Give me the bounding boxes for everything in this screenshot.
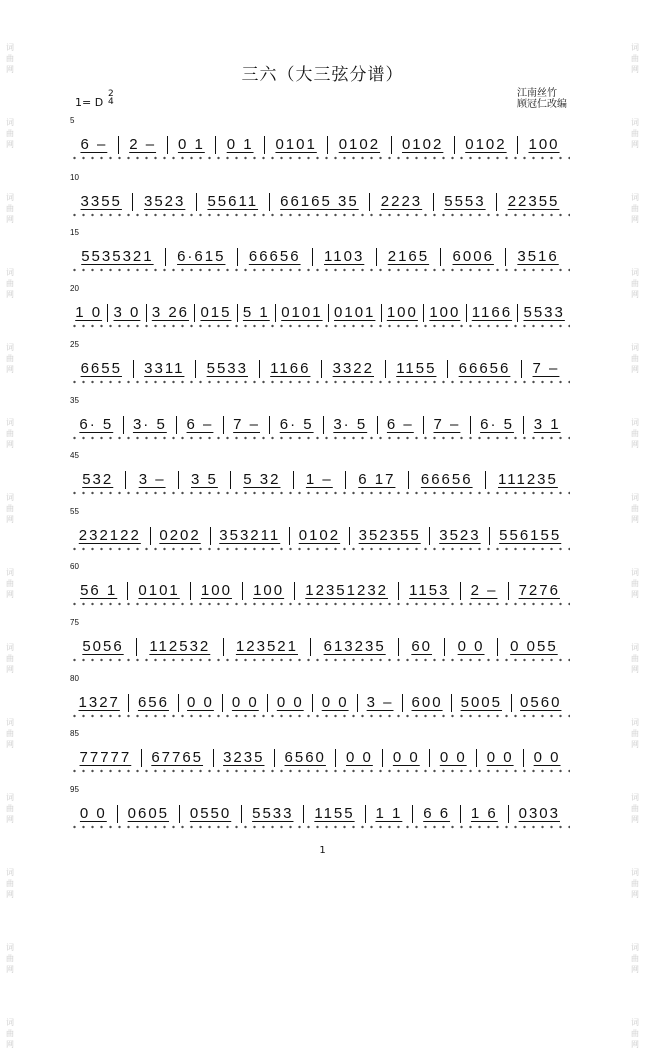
watermark-char: 词 [6,868,14,877]
measure: 2223 [370,193,433,211]
measure: 353211 [211,527,290,545]
measure: 55611 [197,193,270,211]
watermark-group [6,192,14,225]
watermark-right [627,0,643,1049]
watermark-char: 网 [6,290,14,299]
watermark-char: 词 [6,568,14,577]
measure: 0 1 [168,136,217,154]
watermark-char: 词 [631,493,639,502]
measure: 0560 [520,694,562,711]
watermark-char: 词 [631,1018,639,1027]
watermark-char: 曲 [6,354,14,363]
credit-arranger: 顾冠仁改编 [517,99,567,110]
watermark-char: 词 [6,343,14,352]
measure: 2165 [377,248,442,266]
octave-dots [70,768,570,774]
measure: 66656 [448,360,522,378]
measure: 352355 [350,527,431,545]
measure: 0550 [180,805,242,823]
measure: 5553 [434,193,497,211]
measure: 0 0 [313,694,358,712]
measure-number: 25 [70,340,79,349]
measure: 0 0 [268,694,313,712]
watermark-char: 网 [631,365,639,374]
watermark-char: 词 [6,118,14,127]
measure: 7 – [224,416,271,434]
credit-style: 江南丝竹 [517,88,557,99]
measure: 6 – [177,416,224,434]
score-line [70,340,570,378]
watermark-char: 词 [6,418,14,427]
watermark-char: 词 [6,793,14,802]
measure: 0 0 [336,749,383,767]
watermark-group [631,417,639,450]
octave-dots [70,490,570,496]
measure-number: 75 [70,618,79,627]
watermark-char: 词 [631,43,639,52]
measure: 6 – [70,136,119,154]
watermark-char: 词 [6,43,14,52]
measure: 232122 [70,527,151,545]
watermark-char: 曲 [6,204,14,213]
watermark-char: 词 [6,193,14,202]
measure: 6 – [378,416,425,434]
watermark-group [631,942,639,975]
measure: 3355 [70,193,133,211]
watermark-char: 网 [631,815,639,824]
measure: 100 [382,304,424,322]
credit [517,88,567,110]
watermark-char: 曲 [631,954,639,963]
watermark-char: 网 [6,665,14,674]
measure: 3322 [322,360,386,378]
octave-dots [70,657,570,663]
measure-number: 60 [70,562,79,571]
measure: 0 0 [223,694,268,712]
watermark-char: 网 [631,65,639,74]
watermark-char: 曲 [6,279,14,288]
measure: 100 [528,136,560,153]
measure: 112532 [137,638,224,656]
measure: 1 6 [461,805,509,823]
watermark-char: 网 [6,365,14,374]
watermark-char: 词 [631,268,639,277]
measure: 6655 [70,360,134,378]
watermark-char: 网 [631,140,639,149]
measure: 123521 [224,638,312,656]
measure: 7 – [424,416,471,434]
measure: 0 0 [383,749,430,767]
measure: 3 – [126,471,178,489]
measure: 3· 5 [324,416,378,434]
watermark-char: 网 [631,665,639,674]
watermark-char: 网 [6,65,14,74]
measure: 0605 [118,805,180,823]
measure: 56 1 [70,582,128,600]
measure: 3 – [358,694,403,712]
measure: 1166 [260,360,322,378]
watermark-group [631,342,639,375]
measure: 12351232 [295,582,399,600]
measure: 7 – [532,360,560,377]
score-line [70,228,570,266]
watermark-char: 词 [6,943,14,952]
measure: 600 [403,694,452,712]
watermark-char: 网 [6,215,14,224]
measure-number: 35 [70,396,79,405]
watermark-char: 曲 [6,429,14,438]
measure-number: 10 [70,173,79,182]
measure: 0 0 [533,749,561,766]
measure: 5533 [242,805,304,823]
measure: 0102 [392,136,455,154]
watermark-char: 网 [631,890,639,899]
measure: 0202 [151,527,211,545]
measure: 0 1 [216,136,265,154]
watermark-group [631,1017,639,1050]
watermark-char: 网 [6,965,14,974]
page-number: 1 [319,845,326,856]
measure: 3 0 [108,304,146,322]
measure: 5 32 [231,471,294,489]
measure: 1103 [313,248,377,266]
measure: 6· 5 [70,416,124,434]
watermark-char: 曲 [6,654,14,663]
measure: 556155 [499,527,562,544]
measure: 0 0 [445,638,498,656]
watermark-char: 词 [631,118,639,127]
measure: 1153 [399,582,460,600]
meter-bottom: 4 [108,97,114,107]
watermark-char: 曲 [631,429,639,438]
watermark-char: 词 [631,343,639,352]
watermark-char: 网 [631,440,639,449]
watermark-char: 网 [6,590,14,599]
score-line [70,173,570,211]
measure: 100 [424,304,466,322]
watermark-char: 曲 [631,804,639,813]
measure: 0102 [328,136,391,154]
watermark-char: 词 [631,193,639,202]
measure: 5533 [196,360,260,378]
measure: 1 1 [366,805,414,823]
watermark-char: 曲 [631,54,639,63]
watermark-char: 网 [631,215,639,224]
measure: 100 [191,582,243,600]
watermark-char: 词 [631,418,639,427]
watermark-char: 曲 [631,354,639,363]
measure: 3 5 [179,471,231,489]
meter-top: 2 [108,89,114,99]
watermark-group [631,567,639,600]
watermark-group [6,567,14,600]
octave-dots [70,212,570,218]
watermark-char: 网 [631,1040,639,1049]
measure: 6560 [275,749,336,767]
measure-number: 5 [70,116,75,125]
watermark-char: 曲 [631,1029,639,1038]
watermark-char: 曲 [631,729,639,738]
score-line [70,729,570,767]
watermark-char: 曲 [631,654,639,663]
watermark-group [631,267,639,300]
measure: 0102 [455,136,518,154]
watermark-group [6,792,14,825]
measure: 0 0 [70,805,118,823]
watermark-char: 词 [631,568,639,577]
measure: 3235 [214,749,275,767]
measure: 1155 [304,805,365,823]
watermark-char: 网 [631,740,639,749]
key-signature: 1= D [75,96,104,109]
measure-number: 55 [70,507,79,516]
watermark-char: 网 [6,890,14,899]
measure: 22355 [507,193,560,210]
octave-dots [70,601,570,607]
measure: 5056 [70,638,137,656]
measure: 77777 [70,749,142,767]
watermark-char: 网 [6,515,14,524]
measure: 1155 [386,360,448,378]
measure: 6 6 [413,805,461,823]
watermark-char: 网 [6,1040,14,1049]
measure: 015 [195,304,237,322]
watermark-char: 词 [6,643,14,652]
octave-dots [70,379,570,385]
measure: 3523 [430,527,490,545]
measure: 3 26 [147,304,196,322]
measure: 2 – [119,136,168,154]
watermark-char: 曲 [6,954,14,963]
watermark-char: 曲 [631,129,639,138]
watermark-group [631,792,639,825]
measure-number: 95 [70,785,79,794]
measure: 1 – [294,471,346,489]
watermark-char: 曲 [6,879,14,888]
watermark-char: 曲 [6,1029,14,1038]
measure-number: 15 [70,228,79,237]
watermark-char: 词 [631,868,639,877]
watermark-char: 词 [631,943,639,952]
watermark-group [6,717,14,750]
measure: 6·615 [166,248,238,266]
watermark-group [6,1017,14,1050]
measure: 3 1 [533,416,561,433]
measure: 5535321 [70,248,166,266]
watermark-char: 网 [6,140,14,149]
watermark-char: 曲 [631,504,639,513]
measure: 6006 [441,248,506,266]
measure: 66656 [409,471,486,489]
measure: 0 055 [510,638,558,655]
octave-dots [70,824,570,830]
measure: 6· 5 [471,416,525,434]
watermark-char: 网 [631,590,639,599]
octave-dots [70,435,570,441]
measure: 1 0 [70,304,108,322]
watermark-group [6,492,14,525]
watermark-group [6,117,14,150]
score-line [70,116,570,154]
watermark-char: 曲 [6,729,14,738]
measure: 0101 [128,582,191,600]
watermark-char: 曲 [6,504,14,513]
watermark-char: 网 [631,515,639,524]
measure: 656 [129,694,178,712]
score-line [70,451,570,489]
watermark-char: 网 [6,740,14,749]
watermark-group [6,867,14,900]
measure: 100 [243,582,295,600]
measure: 0 0 [477,749,524,767]
measure: 1327 [70,694,129,712]
watermark-char: 曲 [6,129,14,138]
watermark-group [6,417,14,450]
measure: 66656 [238,248,313,266]
watermark-char: 词 [6,1018,14,1027]
measure: 0101 [265,136,328,154]
watermark-char: 曲 [631,579,639,588]
watermark-char: 曲 [6,579,14,588]
octave-dots [70,155,570,161]
watermark-char: 曲 [631,204,639,213]
watermark-char: 词 [631,793,639,802]
measure: 0303 [518,805,560,822]
watermark-char: 曲 [631,879,639,888]
measure: 2 – [461,582,509,600]
watermark-char: 词 [631,643,639,652]
watermark-group [631,717,639,750]
watermark-char: 词 [6,718,14,727]
watermark-group [6,642,14,675]
time-signature [108,90,114,106]
watermark-char: 网 [631,290,639,299]
measure: 0102 [290,527,350,545]
watermark-group [6,942,14,975]
watermark-group [631,192,639,225]
measure: 0101 [276,304,329,322]
measure: 3516 [517,248,559,265]
score-line [70,674,570,712]
octave-dots [70,546,570,552]
octave-dots [70,323,570,329]
score-line [70,284,570,322]
score-line [70,396,570,434]
score-line [70,562,570,600]
octave-dots [70,713,570,719]
watermark-char: 词 [6,268,14,277]
measure: 0 0 [430,749,477,767]
page-title: 三六（大三弦分谱） [241,65,404,85]
watermark-group [631,117,639,150]
score-line [70,618,570,656]
watermark-char: 网 [6,815,14,824]
watermark-group [631,492,639,525]
watermark-char: 词 [6,493,14,502]
measure: 66165 35 [270,193,371,211]
measure: 60 [399,638,445,656]
measure: 532 [70,471,126,489]
watermark-left [2,0,18,1049]
watermark-char: 曲 [631,279,639,288]
measure-number: 80 [70,674,79,683]
watermark-group [6,342,14,375]
measure: 7276 [518,582,560,599]
measure: 67765 [142,749,214,767]
watermark-char: 词 [631,718,639,727]
measure: 6 17 [346,471,409,489]
score-line [70,507,570,545]
watermark-group [631,867,639,900]
measure: 1166 [467,304,519,322]
octave-dots [70,267,570,273]
score-line [70,785,570,823]
watermark-group [6,267,14,300]
measure: 3· 5 [124,416,178,434]
watermark-char: 网 [6,440,14,449]
measure: 5 1 [238,304,276,322]
measure: 0101 [329,304,382,322]
measure: 5005 [452,694,511,712]
watermark-char: 曲 [6,54,14,63]
measure: 6· 5 [270,416,324,434]
watermark-group [631,642,639,675]
measure: 3311 [134,360,196,378]
measure-number: 85 [70,729,79,738]
watermark-char: 曲 [6,804,14,813]
watermark-char: 网 [631,965,639,974]
measure: 5533 [523,304,565,321]
measure: 0 0 [179,694,224,712]
measure: 3523 [133,193,196,211]
measure: 111235 [498,471,558,488]
measure-number: 20 [70,284,79,293]
measure: 613235 [311,638,399,656]
measure-number: 45 [70,451,79,460]
